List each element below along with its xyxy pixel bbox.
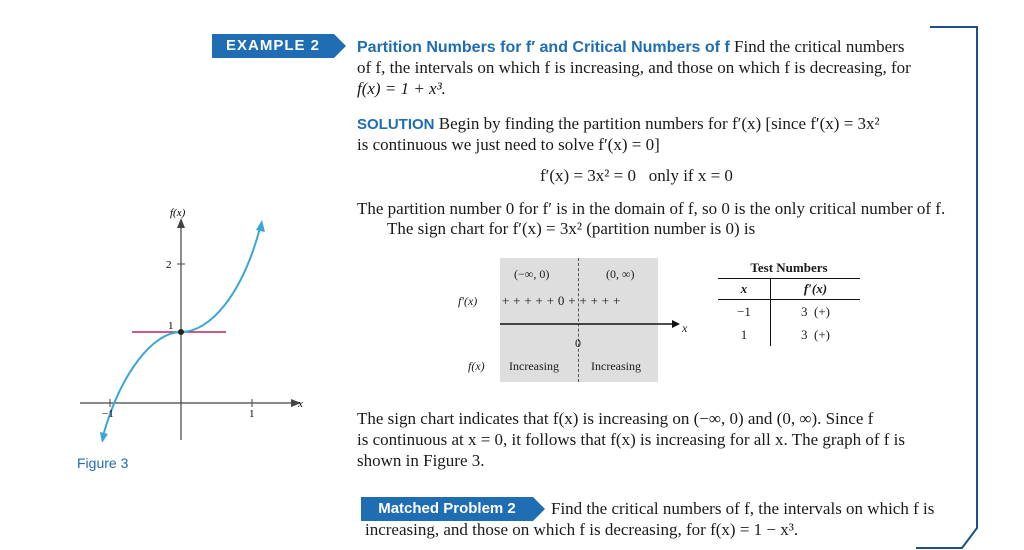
x-axis-label: x: [298, 398, 303, 410]
table-row: [718, 300, 860, 323]
test-table-header-x: x: [718, 279, 771, 299]
solution-line-1: [357, 113, 977, 135]
solution-text-1: Begin by finding the partition numbers for f′(x) [since f′(x) = 3x²: [438, 114, 880, 133]
example-tag: EXAMPLE 2: [212, 34, 334, 58]
figure-graph: [60, 200, 320, 445]
derivative-equation: f′(x) = 3x² = 0 only if x = 0: [540, 166, 733, 185]
interval-right: (0, ∞): [606, 267, 635, 281]
left-behavior: Increasing: [509, 359, 559, 373]
test-table-title: Test Numbers: [750, 260, 828, 275]
matched-line-1: Find the critical numbers of f, the intervals on which f is: [551, 499, 935, 518]
conclusion-line-3: shown in Figure 3.: [357, 451, 485, 470]
solution-label: SOLUTION: [357, 116, 435, 133]
sign-chart: [458, 258, 698, 382]
matched-problem-tag: Matched Problem 2: [361, 497, 533, 521]
sign-row: + + + + + 0 + + + + +: [502, 293, 621, 308]
tick-label-y1: 1: [168, 320, 174, 332]
table-cell-x: −1: [718, 300, 771, 323]
figure-caption: Figure 3: [77, 455, 129, 471]
y-axis-label: f(x): [170, 207, 186, 219]
sign-chart-axis: [500, 316, 680, 332]
table-row: [718, 323, 860, 346]
test-table: [718, 258, 860, 346]
table-cell-value: 3 (+): [801, 304, 830, 319]
partition-paragraph: The partition number 0 for f′ is in the domain of f, so 0 is the only critical number of f.: [357, 199, 946, 218]
table-cell-x: 1: [718, 323, 771, 346]
critical-point: [178, 329, 184, 335]
interval-left: (−∞, 0): [514, 267, 550, 281]
table-cell-value: 3 (+): [801, 327, 830, 342]
curve-arrow-top: [256, 220, 265, 232]
axis-label: x: [682, 321, 688, 335]
sign-chart-intro: The sign chart for f′(x) = 3x² (partition number is 0) is: [387, 219, 756, 238]
matched-line-2: increasing, and those on which f is decreasing, for f(x) = 1 − x³.: [365, 520, 799, 539]
y-axis-arrow: [177, 218, 185, 228]
conclusion-line-1: The sign chart indicates that f(x) is increasing on (−∞, 0) and (0, ∞). Since f: [357, 409, 874, 428]
partition-zero: 0: [575, 336, 581, 350]
tick-label-x1: 1: [249, 408, 255, 420]
right-behavior: Increasing: [591, 359, 641, 373]
example-line-3: f(x) = 1 + x³.: [357, 79, 446, 98]
tick-label-y2: 2: [166, 259, 172, 271]
fprime-label: f′(x): [458, 294, 478, 308]
conclusion-line-2: is continuous at x = 0, it follows that f(x) is increasing for all x. The graph of f is: [357, 430, 905, 449]
example-header: [357, 36, 977, 58]
example-prompt: Find the critical numbers: [734, 37, 905, 56]
example-line-2: of f, the intervals on which f is increasing, and those on which f is decreasing, for: [357, 58, 911, 77]
solution-line-2: is continuous we just need to solve f′(x) = 0]: [357, 135, 660, 154]
test-table-header-fprime: f′(x): [803, 281, 828, 296]
tick-label-xneg1: −1: [102, 408, 114, 420]
curve-arrow-bottom: [100, 432, 108, 443]
example-title: Partition Numbers for f′ and Critical Numbers of f: [357, 39, 730, 56]
f-label: f(x): [468, 359, 485, 373]
